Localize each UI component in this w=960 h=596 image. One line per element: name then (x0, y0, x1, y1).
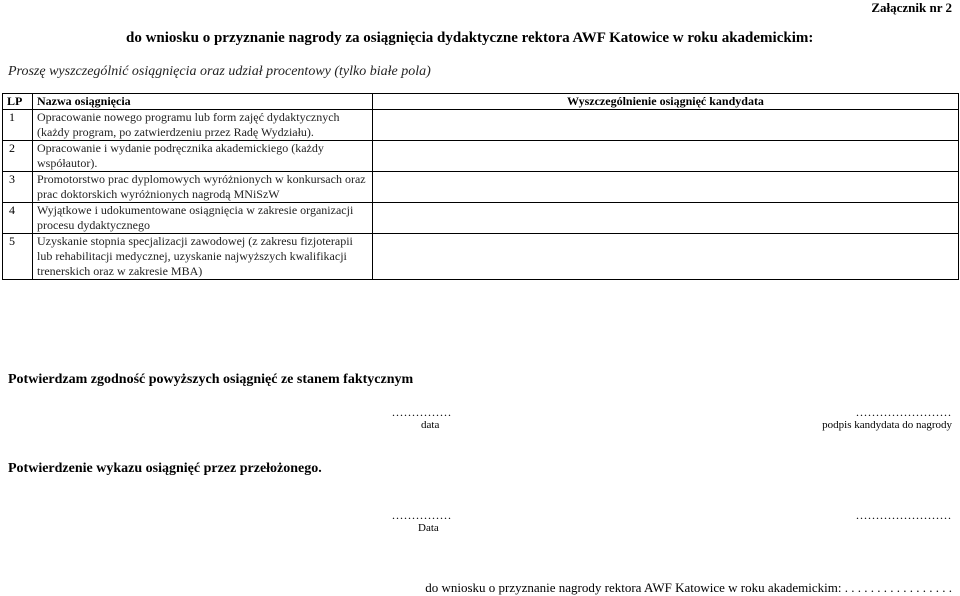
row-lp: 5 (3, 234, 33, 280)
table-row (3, 172, 959, 203)
table-header-row (3, 94, 959, 110)
date-dots[interactable]: ............... (392, 405, 452, 419)
supervisor-signature-dots[interactable]: ........................ (856, 508, 952, 522)
row-lp: 1 (3, 110, 33, 141)
row-lp: 4 (3, 203, 33, 234)
row-name: Opracowanie i wydanie podręcznika akademickiego (każdy współautor). (33, 141, 373, 172)
row-spec-field[interactable] (373, 234, 959, 280)
signature-dots[interactable]: ........................ (856, 405, 952, 419)
table-row (3, 141, 959, 172)
document-heading: do wniosku o przyznanie nagrody za osiągnięcia dydaktyczne rektora AWF Katowice w roku akademickim: (126, 30, 814, 46)
row-spec-field[interactable] (373, 110, 959, 141)
row-name: Wyjątkowe i udokumentowane osiągnięcia w zakresie organizacji procesu dydaktycznego (33, 203, 373, 234)
row-name: Opracowanie nowego programu lub form zajęć dydaktycznych (każdy program, po zatwierdzeniu przez Radę Wydziału). (33, 110, 373, 141)
header-lp: LP (3, 94, 33, 110)
footer-text: do wniosku o przyznanie nagrody rektora AWF Katowice w roku akademickim: . . . . . . . . . . . . . . . . . (425, 580, 952, 595)
row-name: Promotorstwo prac dyplomowych wyróżnionych w konkursach oraz prac doktorskich wyróżnionych nagrodą MNiSzW (33, 172, 373, 203)
instruction-text: Proszę wyszczególnić osiągnięcia oraz udział procentowy (tylko białe pola) (8, 64, 431, 79)
row-name: Uzyskanie stopnia specjalizacji zawodowej (z zakresu fizjoterapii lub rehabilitacji medycznej, uzyskanie najwyższych kwalifikacji trenerskich oraz w zakresie MBA) (33, 234, 373, 280)
supervisor-date-dots[interactable]: ............... (392, 508, 452, 522)
supervisor-date-label: Data (418, 522, 439, 534)
candidate-confirmation-title: Potwierdzam zgodność powyższych osiągnięć ze stanem faktycznym (8, 372, 414, 387)
row-lp: 3 (3, 172, 33, 203)
table-row (3, 234, 959, 280)
row-spec-field[interactable] (373, 203, 959, 234)
header-spec: Wyszczególnienie osiągnięć kandydata (373, 94, 959, 110)
row-spec-field[interactable] (373, 141, 959, 172)
supervisor-confirmation-title: Potwierdzenie wykazu osiągnięć przez przełożonego. (8, 461, 322, 476)
header-name: Nazwa osiągnięcia (33, 94, 373, 110)
date-label: data (421, 419, 440, 431)
achievements-table (2, 93, 959, 280)
signature-label: podpis kandydata do nagrody (822, 419, 952, 431)
table-row (3, 203, 959, 234)
row-spec-field[interactable] (373, 172, 959, 203)
row-lp: 2 (3, 141, 33, 172)
table-row (3, 110, 959, 141)
attachment-label: Załącznik nr 2 (871, 0, 952, 15)
